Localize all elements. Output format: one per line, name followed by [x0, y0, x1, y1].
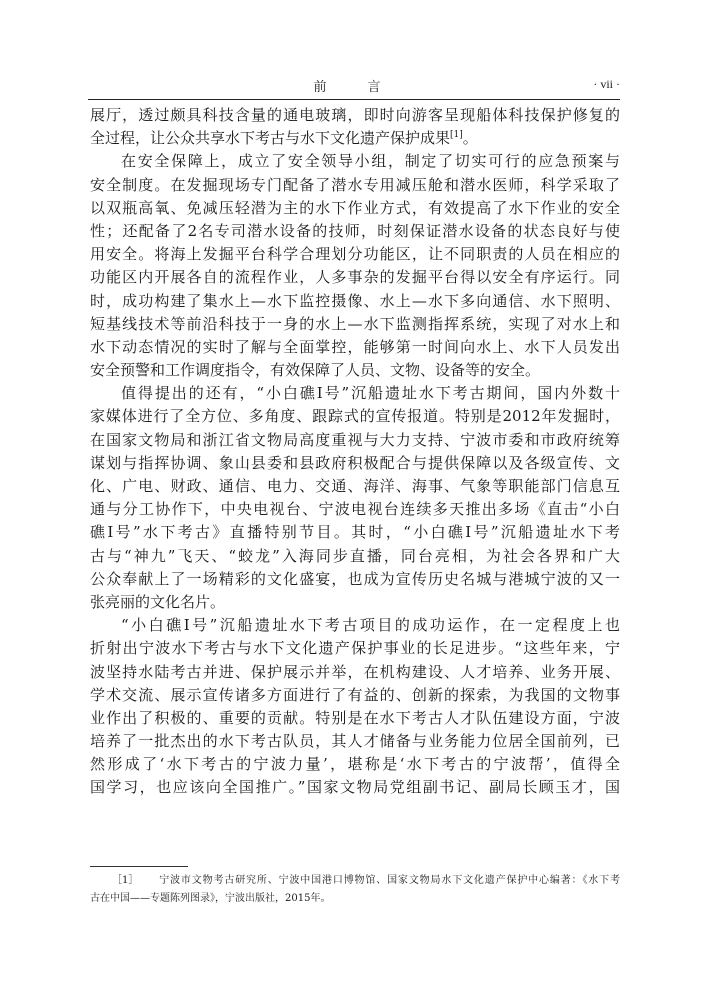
- text-line: 谋划与指挥协调、象山县委和县政府积极配合与提供保障以及各级宣传、文: [90, 453, 620, 472]
- text-line: 国学习，也应该向全国推广。”国家文物局党组副书记、副局长顾玉才，国: [90, 778, 620, 797]
- text-line: “小白礁Ⅰ号”沉船遗址水下考古项目的成功运作，在一定程度上也: [121, 616, 620, 635]
- text-line: 性；还配备了2名专司潜水设备的技师，时刻保证潜水设备的状态良好与使: [90, 221, 620, 240]
- text-line: 以双瓶高氧、免减压轻潜为主的水下作业方式，有效提高了水下作业的安全: [90, 198, 620, 217]
- page-number: · vii ·: [593, 77, 620, 91]
- paragraph-4: [90, 614, 620, 800]
- text-line: [90, 127, 620, 150]
- text-line: 安全制度。在发掘现场专门配备了潜水专用减压舱和潜水医师，科学采取了: [90, 175, 620, 194]
- text-line: 公众奉献上了一场精彩的文化盛宴，也成为宣传历史名城与港城宁波的又一: [90, 569, 620, 588]
- text-line: 然形成了‘水下考古的宁波力量’，堪称是‘水下考古的宁波帮’，值得全: [90, 755, 620, 774]
- header-rule: [88, 99, 620, 100]
- text-line: 短基线技术等前沿科技于一身的水上—水下监测指挥系统，实现了对水上和: [90, 314, 620, 333]
- text-line: 用安全。将海上发掘平台科学合理划分功能区，让不同职责的人员在相应的: [90, 245, 620, 264]
- text-line: 在安全保障上，成立了安全领导小组，制定了切实可行的应急预案与: [121, 152, 620, 171]
- text-line: 通与分工协作下，中央电视台、宁波电视台连续多天推出多场《直击“小白: [90, 500, 620, 519]
- paragraph-2: [90, 150, 620, 382]
- text-line: 安全预警和工作调度指令，有效保障了人员、文物、设备等的安全。: [90, 361, 541, 380]
- running-header: [88, 72, 620, 100]
- text-line: 学术交流、展示宣传诸多方面进行了有益的、创新的探索，为我国的文物事: [90, 685, 620, 704]
- text-segment: 。: [462, 129, 478, 148]
- footnote-line: [90, 872, 620, 890]
- text-line: 张亮丽的文化名片。: [90, 592, 226, 611]
- text-line: 家媒体进行了全方位、多角度、跟踪式的宣传报道。特别是2012年发掘时，: [90, 407, 620, 426]
- text-line: 在国家文物局和浙江省文物局高度重视与大力支持、宁波市委和市政府统筹: [90, 430, 620, 449]
- text-line: 功能区内开展各自的流程作业，人多事杂的发掘平台得以安全有序运行。同: [90, 268, 620, 287]
- text-line: 礁Ⅰ号”水下考古》直播特别节目。其时，“小白礁Ⅰ号”沉船遗址水下考: [90, 523, 620, 542]
- text-line: 波坚持水陆考古并进、保护展示并举，在机构建设、人才培养、业务开展、: [90, 662, 620, 681]
- footnote-number: ［1］: [112, 875, 139, 886]
- footnote-line: 古在中国——专题陈列图录》，宁波出版社，2015年。: [90, 893, 331, 904]
- text-line: 值得提出的还有，“小白礁Ⅰ号”沉船遗址水下考古期间，国内外数十: [121, 384, 620, 403]
- text-line: 时，成功构建了集水上—水下监控摄像、水上—水下多向通信、水下照明、: [90, 291, 620, 310]
- text-line: 展厅，透过颇具科技含量的通电玻璃，即时向游客呈现船体科技保护修复的: [90, 106, 620, 124]
- paragraph-3: [90, 382, 620, 614]
- footnote: [90, 872, 620, 908]
- footnote-rule: [90, 866, 188, 867]
- text-line: 水下动态情况的实时了解与全面掌控，能够第一时间向水上、水下人员发出: [90, 337, 620, 356]
- text-line: 化、广电、财政、通信、电力、交通、海洋、海事、气象等职能部门信息互: [90, 477, 620, 495]
- text-line: 折射出宁波水下考古与水下文化遗产保护事业的长足进步。“这些年来，宁: [90, 639, 620, 658]
- text-line: 业作出了积极的、重要的贡献。特别是在水下考古人才队伍建设方面，宁波: [90, 708, 620, 727]
- footnote-reference[interactable]: [1]: [450, 130, 463, 141]
- text-line: 培养了一批杰出的水下考古队员，其人才储备与业务能力位居全国前列，已: [90, 732, 620, 751]
- header-title: 前 言: [313, 80, 395, 95]
- text-segment: 全过程，让公众共享水下考古与水下文化遗产保护成果: [90, 129, 451, 148]
- text-line: 古与“神九”飞天、“蛟龙”入海同步直播，同台亮相，为社会各界和广大: [90, 546, 620, 565]
- paragraph-1: [90, 104, 620, 150]
- body-text: [90, 104, 620, 800]
- footnote-text: 宁波市文物考古研究所、宁波中国港口博物馆、国家文物局水下文化遗产保护中心编著：《水下考: [158, 875, 620, 886]
